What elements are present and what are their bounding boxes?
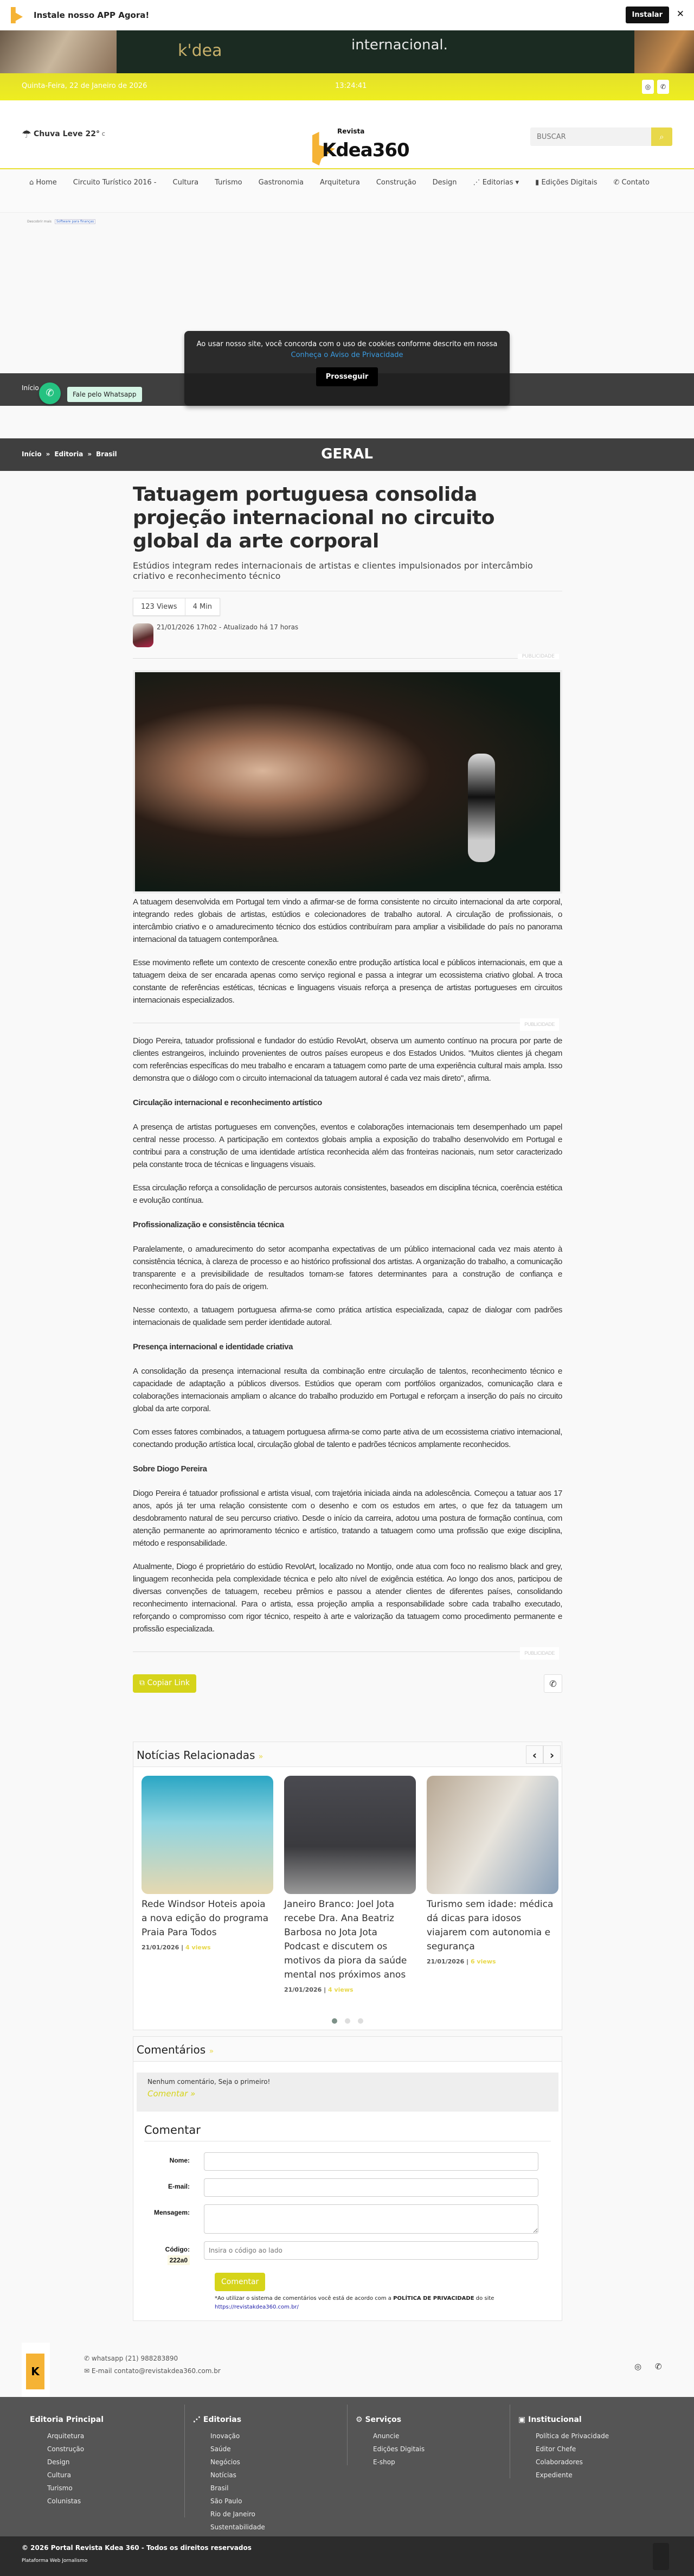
footer-link[interactable]: Negócios <box>210 2458 240 2466</box>
no-comments-text: Nenhum comentário, Seja o primeiro! <box>147 2078 271 2086</box>
copyright: © 2026 Portal Revista Kdea 360 - Todos os direitos reservados <box>22 2544 252 2552</box>
copy-link-button[interactable] <box>133 1674 196 1693</box>
ad-label: PUBLICIDADE <box>520 1647 559 1660</box>
envelope-icon: ✉ <box>84 2367 90 2375</box>
related-card[interactable] <box>142 1776 273 1993</box>
footer-link[interactable]: Colaboradores <box>536 2458 583 2466</box>
related-image <box>427 1776 558 1894</box>
whatsapp-icon: ✆ <box>549 1679 557 1689</box>
weather-widget <box>22 127 105 141</box>
logo-small-text: Revista <box>337 127 365 135</box>
tattoo-artist-photo <box>135 672 560 891</box>
article-subheading: Profissionalização e consistência técnica <box>133 1220 284 1229</box>
nav-home[interactable]: ⌂ Home <box>29 178 57 187</box>
carousel-dot[interactable] <box>358 2018 363 2024</box>
footer-column-title-text: Editorias <box>203 2415 242 2424</box>
footer-link[interactable]: Design <box>47 2458 70 2466</box>
breadcrumb-separator: » <box>46 450 50 458</box>
related-image <box>142 1776 273 1894</box>
small-ad[interactable] <box>26 220 95 224</box>
ad-label: PUBLICIDADE <box>520 1018 559 1031</box>
article-paragraph: A presença de artistas portugueses em convenções, eventos e colaborações internacionais tem desempenhado um papel central nesse processo. A participação em contextos globais amplia a exposição do trabalho desenvolvido em Portugal e contribui para a construção de uma identidade artística reconhecida além das fronteiras nacionais, num setor caracterizado pela constante troca de técnicas e linguagens visuais. <box>133 1123 562 1169</box>
search-form <box>530 127 672 146</box>
footer-link[interactable]: Arquitetura <box>47 2432 85 2440</box>
card-views: 4 views <box>327 1986 354 1993</box>
footer-link[interactable]: Saúde <box>210 2445 231 2453</box>
footer-whatsapp[interactable] <box>84 2355 178 2362</box>
card-views: 4 views <box>185 1944 211 1951</box>
footer-link[interactable]: Brasil <box>210 2484 229 2492</box>
footer-link[interactable]: Rio de Janeiro <box>210 2510 255 2518</box>
next-arrow-icon[interactable]: › <box>543 1745 561 1764</box>
card-date: 21/01/2026 <box>142 1944 179 1951</box>
nav-label: Editorias ▾ <box>482 178 519 187</box>
footer-column <box>22 2405 184 2505</box>
article-stats <box>133 598 220 616</box>
instagram-icon[interactable]: ◎ <box>642 80 654 94</box>
footer-link[interactable]: Colunistas <box>47 2497 81 2505</box>
footer-link[interactable]: Cultura <box>47 2471 71 2479</box>
article-subheading: Circulação internacional e reconhecimento artístico <box>133 1098 322 1107</box>
nav-turismo[interactable]: Turismo <box>215 178 242 187</box>
footer-column-title <box>30 2415 184 2424</box>
no-comments <box>137 2073 558 2112</box>
breadcrumb-item[interactable]: Início <box>22 450 42 458</box>
related-card-title[interactable]: Rede Windsor Hoteis apoia a nova edição do programa Praia Para Todos <box>142 1899 268 1938</box>
rss-icon: ⋰ <box>193 2415 203 2424</box>
ad-banner[interactable] <box>0 30 694 73</box>
related-card-title[interactable]: Janeiro Branco: Joel Jota recebe Dra. Ana Beatriz Barbosa no Jota Jota Podcast e discutem os motivos da piora da saúde mental nos próximos anos <box>284 1899 407 1980</box>
whatsapp-float-button[interactable] <box>39 382 61 404</box>
site-url-link[interactable]: https://revistakdea360.com.br/ <box>215 2304 299 2310</box>
author-avatar[interactable] <box>133 623 153 647</box>
email-text: E-mail contato@revistakdea360.com.br <box>91 2367 221 2375</box>
article-subheading: Sobre Diogo Pereira <box>133 1464 207 1474</box>
breadcrumb-home[interactable]: Início <box>22 384 39 392</box>
platform-credit[interactable]: Plataforma Web Jornalismo <box>22 2558 88 2564</box>
footer-bottom <box>0 2536 694 2576</box>
weather-text: Chuva Leve 22° <box>33 130 100 138</box>
nav-contato[interactable] <box>614 176 650 196</box>
article-paragraph: Paralelamente, o amadurecimento do setor acompanha expectativas de um público internacional cada vez mais atento à consistência técnica, à clareza de processo e ao histórico profissional dos artistas. A organização do trabalho, a comunicação transparente e a previsibilidade de resultados tornam-se fatores determinantes para a construção de confiança e reconhecimento fora do país de origem. <box>133 1245 562 1291</box>
comment-link[interactable]: Comentar » <box>147 2089 196 2099</box>
article-body <box>133 896 562 1658</box>
proceed-button[interactable]: Prosseguir <box>316 367 378 386</box>
privacy-policy-link[interactable]: POLÍTICA DE PRIVACIDADE <box>393 2296 474 2301</box>
footer-link[interactable]: Construção <box>47 2445 85 2453</box>
copy-icon: ⧉ <box>139 1679 145 1687</box>
footer-link[interactable]: E-shop <box>373 2458 395 2466</box>
whatsapp-share-button[interactable] <box>544 1674 562 1693</box>
footer-column-title-text: Editoria Principal <box>30 2415 104 2424</box>
footer-column-title <box>518 2415 672 2424</box>
footer-column-title <box>193 2415 347 2424</box>
footer-link[interactable]: Política de Privacidade <box>536 2432 609 2440</box>
banner-brand: k'dea <box>178 41 222 60</box>
read-time: 4 Min <box>185 598 220 615</box>
cookie-text: Ao usar nosso site, você concorda com o uso de cookies conforme descrito em nossa <box>196 340 498 348</box>
footer-link[interactable]: Anuncie <box>373 2432 400 2440</box>
article-paragraph: Com esses fatores combinados, a tatuagem portuguesa afirma-se como parte ativa de um ecossistema criativo internacional, conectando produção artística local, circulação global de talento e padrões técnicos amplamente reconhecidos. <box>133 1427 562 1449</box>
article-paragraph: Atualmente, Diogo é proprietário do estúdio RevolArt, localizado no Montijo, onde atua com foco no realismo black and grey, linguagem reconhecida pela complexidade técnica e pelo alto nível de exigência estética. Ao longo dos anos, participou de diversas convenções de tatuagem, recebeu prêmios e passou a atender clientes de diferentes países, consolidando reconhecimento internacional. Para o artista, essa projeção amplia a responsabilidade sobre cada trabalho executado, reforçando o compromisso com rigor técnico, respeito à arte e valorização da tatuagem como procedimento permanente e profissão especializada. <box>133 1562 562 1634</box>
footer-links <box>0 2397 694 2536</box>
nav-label: Edições Digitais <box>541 178 597 187</box>
privacy-note <box>215 2294 562 2312</box>
whatsapp-icon: ✆ <box>84 2355 90 2362</box>
comments-section <box>133 2036 562 2321</box>
whatsapp-icon: ✆ <box>46 387 54 399</box>
article-paragraph: A consolidação da presença internacional resulta da combinação entre circulação de talentos, reconhecimento técnico e capacidade de adaptação a públicos diversos. Estúdios que operam com portfólios organizados, comunicação clara e colaborações internacionais ampliam o alcance do trabalho produzido em Portugal e reforçam a inserção do país no circuito global da arte corporal. <box>133 1367 562 1413</box>
article-paragraph: Nesse contexto, a tatuagem portuguesa afirma-se como prática artística especializada, capaz de dialogar com padrões internacionais de qualidade sem perder identidade autoral. <box>133 1305 562 1327</box>
footer-email[interactable] <box>84 2367 221 2375</box>
message-label: Mensagem: <box>153 2209 190 2216</box>
file-icon: ▮ <box>535 178 539 187</box>
back-to-top-widget[interactable] <box>653 2543 669 2570</box>
author-info <box>133 623 562 647</box>
nav-arquitetura[interactable]: Arquitetura <box>320 178 360 187</box>
current-time: 13:24:41 <box>335 82 367 90</box>
nav-edicoes-digitais[interactable] <box>535 176 597 196</box>
related-card-meta: 21/01/2026 | 4 views <box>284 1986 354 1993</box>
article-paragraph: Diogo Pereira, tatuador profissional e fundador do estúdio RevolArt, observa um aumento contínuo na procura por parte de clientes estrangeiros, incluindo provenientes de outros países europeus e dos Estados Unidos. "Muitos clientes já chegam com referências específicas do meu trabalho e encaram a tatuagem como parte de uma experiência cultural mais ampla. Isso demonstra que o diálogo com o circuito internacional da tatuagem autoral é cada vez mais direto", afirma. <box>133 1036 562 1083</box>
weather-unit: C <box>102 131 105 137</box>
footer-contact <box>22 2343 672 2397</box>
ad-link[interactable]: Descobrir mais <box>27 220 52 224</box>
article <box>133 477 562 1693</box>
name-label: Nome: <box>169 2157 190 2164</box>
share-bar <box>133 1674 562 1693</box>
article-paragraph: Essa circulação reforça a consolidação de percursos autorais consistentes, baseados em disciplina técnica, coerência estética e evolução contínua. <box>133 1183 562 1205</box>
nav-circuito[interactable]: Circuito Turístico 2016 - <box>73 178 157 187</box>
nav-label: Contato <box>621 178 650 187</box>
install-app-title: Instale nosso APP Agora! <box>34 10 150 20</box>
section-header <box>0 438 694 471</box>
install-button[interactable]: Instalar <box>626 7 669 23</box>
main-nav <box>0 168 694 213</box>
note-text: do site <box>474 2296 494 2301</box>
code-input[interactable] <box>204 2241 538 2260</box>
related-card[interactable] <box>284 1776 416 1993</box>
ad-divider <box>133 1017 562 1029</box>
footer-column <box>510 2405 672 2478</box>
whatsapp-float-label[interactable]: Fale pelo Whatsapp <box>67 387 142 402</box>
article-paragraph: A tatuagem desenvolvida em Portugal tem vindo a afirmar-se de forma consistente no circuito internacional da arte corporal, integrando redes globais de artistas, estúdios e colecionadores de trabalho autoral. A circulação de profissionais, o intercâmbio criativo e o amadurecimento técnico dos estúdios contribuíram para ampliar a visibilidade do país no panorama internacional da tatuagem contemporânea. <box>133 897 562 944</box>
search-input[interactable] <box>530 127 651 146</box>
top-bar <box>0 73 694 100</box>
footer-column <box>184 2405 347 2531</box>
carousel-dots <box>133 2016 562 2026</box>
footer-link[interactable]: Sustentabilidade <box>210 2523 265 2531</box>
ad-link[interactable]: Software para finanças <box>55 219 95 224</box>
submit-comment-button[interactable]: Comentar <box>215 2273 265 2291</box>
section-title: GERAL <box>321 446 373 462</box>
article-hero-image <box>133 670 562 894</box>
note-text: *Ao utilizar o sistema de comentários você está de acordo com a <box>215 2296 394 2301</box>
footer-link[interactable]: Inovação <box>210 2432 240 2440</box>
footer-link[interactable]: Editor Chefe <box>536 2445 576 2453</box>
chevron-icon: » <box>258 1752 264 1761</box>
email-input[interactable] <box>204 2178 538 2197</box>
carousel-dot[interactable] <box>345 2018 350 2024</box>
related-card-meta: 21/01/2026 | 6 views <box>427 1958 496 1965</box>
card-views: 6 views <box>470 1958 496 1965</box>
instagram-icon[interactable]: ◎ <box>634 2362 642 2371</box>
nav-editorias[interactable] <box>473 176 519 196</box>
privacy-notice-link[interactable]: Conheça o Aviso de Privacidade <box>291 351 403 359</box>
article-paragraph: Esse movimento reflete um contexto de crescente conexão entre produção artística local e públicos internacionais, em que a tatuagem deixa de ser encarada apenas como serviço regional e passa a integrar um ecossistema criativo global. A troca constante de referências estéticas, técnicas e linguagens visuais reforça a presença de artistas portugueses em circuitos internacionais especializados. <box>133 958 562 1005</box>
footer-column-title <box>356 2415 510 2424</box>
article-date: 21/01/2026 17h02 - Atualizado há 17 horas <box>157 623 299 631</box>
rss-icon: ⋰ <box>473 178 480 187</box>
phone-icon: ✆ <box>613 178 620 187</box>
close-icon[interactable]: ✕ <box>676 9 684 20</box>
related-card-meta: 21/01/2026 | 4 views <box>142 1944 211 1951</box>
current-date: Quinta-Feira, 22 de Janeiro de 2026 <box>22 82 147 90</box>
footer-column <box>347 2405 510 2465</box>
copy-link-label: Copiar Link <box>147 1679 190 1687</box>
article-subheading: Presença internacional e identidade criativa <box>133 1342 293 1351</box>
footer-link[interactable]: Expediente <box>536 2471 573 2479</box>
email-label: E-mail: <box>168 2183 190 2190</box>
chevron-icon: » <box>209 2047 214 2056</box>
nav-cultura[interactable]: Cultura <box>172 178 199 187</box>
footer-link[interactable]: Notícias <box>210 2471 236 2479</box>
nav-gastronomia[interactable]: Gastronomia <box>258 178 304 187</box>
card-date: 21/01/2026 <box>284 1986 322 1993</box>
comments-header <box>133 2037 562 2062</box>
site-header <box>0 100 694 168</box>
rain-cloud-icon: ☂ <box>22 127 31 141</box>
breadcrumb-separator: » <box>87 450 92 458</box>
site-logo[interactable] <box>312 127 409 165</box>
related-card[interactable] <box>427 1776 558 1993</box>
gear-icon: ⚙ <box>356 2415 365 2424</box>
nav-design[interactable]: Design <box>432 178 457 187</box>
ad-divider <box>133 653 562 665</box>
ad-label: PUBLICIDADE <box>518 654 559 659</box>
card-date: 21/01/2026 <box>427 1958 465 1965</box>
install-app-bar <box>0 0 694 30</box>
banner-room-image-right <box>634 30 694 73</box>
carousel-dot[interactable] <box>332 2018 337 2024</box>
related-image <box>284 1776 416 1894</box>
footer-column-title-text: Institucional <box>528 2415 582 2424</box>
related-news <box>133 1742 562 2030</box>
captcha-code: 222a0 <box>168 2255 190 2265</box>
search-button[interactable] <box>651 127 672 146</box>
comment-form-title: Comentar <box>144 2124 551 2141</box>
views-count: 123 Views <box>141 603 177 611</box>
whatsapp-icon[interactable]: ✆ <box>657 80 669 94</box>
article-paragraph: Diogo Pereira é tatuador profissional e artista visual, com trajetória iniciada ainda na adolescência. Começou a tatuar aos 17 anos, após já ter uma relação consistente com o desenho e com os estudos em artes, o que fez da tatuagem um desdobramento natural de seu percurso criativo. Desde o início da carreira, adotou uma postura de formação contínua, com atenção permanente ao aprimoramento técnico e artístico, tratando a tatuagem como uma profissão que exige disciplina, método e responsabilidade. <box>133 1489 562 1548</box>
related-card-title[interactable]: Turismo sem idade: médica dá dicas para idosos viajarem com autonomia e segurança <box>427 1899 554 1952</box>
building-icon: ▣ <box>518 2415 529 2424</box>
related-title: Notícias Relacionadas <box>137 1749 255 1762</box>
code-label-text: Código: <box>165 2246 190 2253</box>
nav-label: Home <box>36 178 57 187</box>
breadcrumb-item[interactable]: Editoria <box>54 450 83 458</box>
whatsapp-icon[interactable]: ✆ <box>655 2362 662 2371</box>
banner-tagline: internacional. <box>351 37 448 53</box>
article-subtitle: Estúdios integram redes internacionais de artistas e clientes impulsionados por intercâmbio criativo e reconhecimento técnico <box>133 560 533 581</box>
banner-room-image <box>0 30 117 73</box>
ad-divider <box>133 1646 562 1658</box>
message-textarea[interactable] <box>204 2204 538 2234</box>
footer-logo[interactable] <box>22 2343 50 2397</box>
nav-construcao[interactable]: Construção <box>376 178 416 187</box>
search-icon: ⌕ <box>659 132 664 142</box>
related-header <box>133 1742 562 1767</box>
footer-link[interactable]: Turismo <box>47 2484 73 2492</box>
cookie-consent <box>184 331 510 406</box>
breadcrumb-item[interactable]: Brasil <box>96 450 117 458</box>
comments-title: Comentários <box>137 2043 206 2056</box>
code-label <box>133 2241 204 2265</box>
app-logo-icon <box>11 7 23 23</box>
name-input[interactable] <box>204 2152 538 2171</box>
article-title: Tatuagem portuguesa consolida projeção internacional no circuito global da arte corporal <box>133 483 494 552</box>
footer-link[interactable]: Edições Digitais <box>373 2445 425 2453</box>
logo-name: Kdea360 <box>322 139 409 161</box>
whatsapp-text: whatsapp (21) 988283890 <box>91 2355 178 2362</box>
footer-link[interactable]: São Paulo <box>210 2497 242 2505</box>
footer-column-title-text: Serviços <box>365 2415 402 2424</box>
prev-arrow-icon[interactable]: ‹ <box>526 1745 543 1764</box>
